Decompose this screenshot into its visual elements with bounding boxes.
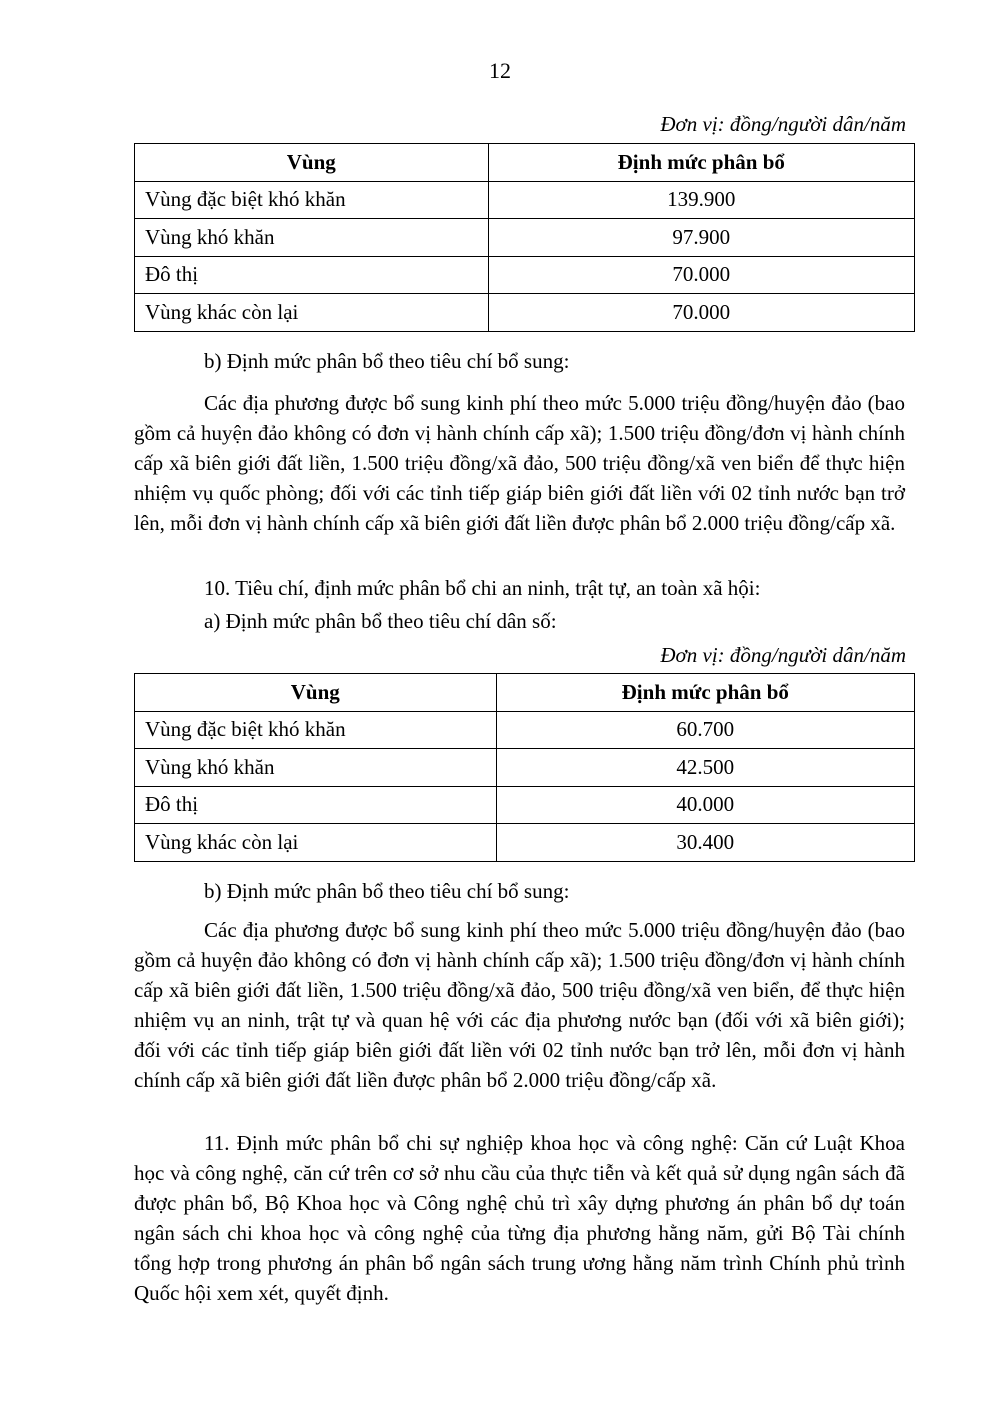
region-cell: Vùng khó khăn	[135, 749, 497, 787]
table-header-row	[135, 144, 915, 182]
column-header-region: Vùng	[135, 674, 497, 712]
table-row	[135, 711, 915, 749]
section9b-heading: b) Định mức phân bổ theo tiêu chí bổ sung:	[204, 349, 570, 373]
table-row	[135, 219, 915, 257]
value-cell: 60.700	[496, 711, 914, 749]
value-cell: 139.900	[488, 181, 914, 219]
allocation-table-security	[134, 673, 915, 862]
section10-heading: 10. Tiêu chí, định mức phân bổ chi an ninh, trật tự, an toàn xã hội:	[204, 576, 761, 600]
value-cell: 40.000	[496, 786, 914, 824]
section11-paragraph: 11. Định mức phân bổ chi sự nghiệp khoa học và công nghệ: Căn cứ Luật Khoa học và công nghệ, căn cứ trên cơ sở nhu cầu của thực tiễn và kết quả sử dụng ngân sách đã được phân bổ, Bộ Khoa học và Công nghệ chủ trì xây dựng phương án phân bổ dự toán ngân sách chi khoa học và công nghệ của từng địa phương hằng năm, gửi Bộ Tài chính tổng hợp trong phương án phân bổ ngân sách trung ương hằng năm trình Chính phủ trình Quốc hội xem xét, quyết định.	[134, 1131, 905, 1305]
region-cell: Đô thị	[135, 786, 497, 824]
table1-unit: Đơn vị: đồng/người dân/năm	[660, 112, 906, 136]
table-row	[135, 786, 915, 824]
table-row	[135, 181, 915, 219]
column-header-norm: Định mức phân bổ	[496, 674, 914, 712]
value-cell: 70.000	[488, 256, 914, 294]
column-header-norm: Định mức phân bổ	[488, 144, 914, 182]
region-cell: Vùng khác còn lại	[135, 824, 497, 862]
region-cell: Vùng khác còn lại	[135, 294, 489, 332]
page-number: 12	[489, 58, 511, 83]
region-cell: Vùng khó khăn	[135, 219, 489, 257]
table-row	[135, 749, 915, 787]
section10-sub-a: a) Định mức phân bổ theo tiêu chí dân số:	[204, 609, 557, 633]
section10b-heading: b) Định mức phân bổ theo tiêu chí bổ sung:	[204, 879, 570, 903]
table-row	[135, 256, 915, 294]
region-cell: Vùng đặc biệt khó khăn	[135, 181, 489, 219]
value-cell: 30.400	[496, 824, 914, 862]
column-header-region: Vùng	[135, 144, 489, 182]
section9b-paragraph: Các địa phương được bổ sung kinh phí theo mức 5.000 triệu đồng/huyện đảo (bao gồm cả huyện đảo không có đơn vị hành chính cấp xã); 1.500 triệu đồng/đơn vị hành chính cấp xã biên giới đất liền, 1.500 triệu đồng/xã đảo, 500 triệu đồng/xã ven biển để thực hiện nhiệm vụ quốc phòng; đối với các tỉnh tiếp giáp biên giới đất liền với 02 tỉnh nước bạn trở lên, mỗi đơn vị hành chính cấp xã biên giới đất liền được phân bổ 2.000 triệu đồng/cấp xã.	[134, 391, 905, 535]
region-cell: Đô thị	[135, 256, 489, 294]
region-cell: Vùng đặc biệt khó khăn	[135, 711, 497, 749]
section10b-paragraph: Các địa phương được bổ sung kinh phí theo mức 5.000 triệu đồng/huyện đảo (bao gồm cả huyện đảo không có đơn vị hành chính cấp xã); 1.500 triệu đồng/đơn vị hành chính cấp xã biên giới đất liền, 1.500 triệu đồng/xã đảo, 500 triệu đồng/xã ven biển, để thực hiện nhiệm vụ an ninh, trật tự và quan hệ với các địa phương nước bạn (đối với xã biên giới); đối với các tỉnh tiếp giáp biên giới đất liền với 02 tỉnh nước bạn trở lên, mỗi đơn vị hành chính cấp xã biên giới đất liền được phân bổ 2.000 triệu đồng/cấp xã.	[134, 918, 905, 1092]
table-row	[135, 294, 915, 332]
table-header-row	[135, 674, 915, 712]
table-row	[135, 824, 915, 862]
allocation-table-defense	[134, 143, 915, 332]
value-cell: 70.000	[488, 294, 914, 332]
value-cell: 97.900	[488, 219, 914, 257]
table2-unit: Đơn vị: đồng/người dân/năm	[660, 643, 906, 667]
value-cell: 42.500	[496, 749, 914, 787]
